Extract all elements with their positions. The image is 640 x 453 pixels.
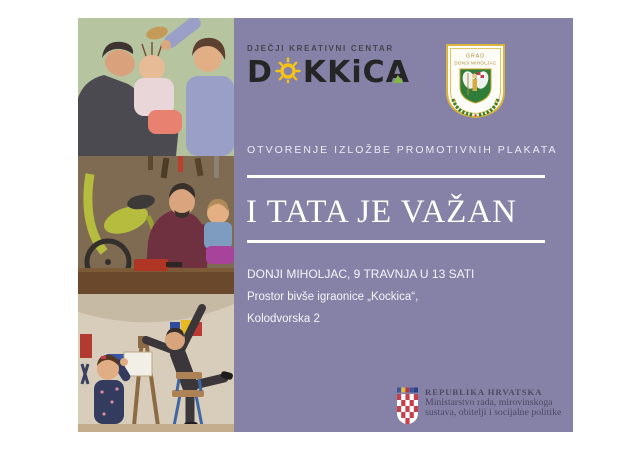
exhibition-subtitle: OTVORENJE IZLOŽBE PROMOTIVNIH PLAKATA <box>247 144 558 156</box>
wordmark-letter-d: D <box>247 55 273 90</box>
poster <box>78 18 573 432</box>
photo-workshop-illustration <box>78 156 234 294</box>
event-venue-line: Prostor bivše igraonice „Kockica“, <box>247 290 419 303</box>
photo-art-studio <box>78 294 234 432</box>
brand-wordmark <box>247 56 410 90</box>
divider-line-top <box>247 175 545 178</box>
event-address-line: Kolodvorska 2 <box>247 313 320 325</box>
dokkica-logo <box>247 44 410 90</box>
photo-father-kissing-baby-illustration <box>78 18 234 156</box>
ministry-name-line-2: sustava, obitelji i socijalne politike <box>425 407 562 419</box>
green-triangle-icon <box>393 75 403 83</box>
donji-miholjac-coat-of-arms-icon <box>443 43 508 119</box>
sun-icon <box>275 56 301 91</box>
city-arms-line2: DONJI MIHOLJAC <box>454 60 497 66</box>
ministry-text <box>425 387 561 419</box>
ministry-country-line: REPUBLIKA HRVATSKA <box>425 387 543 397</box>
wordmark-letters-kkic: KKiC <box>302 55 386 90</box>
croatia-coat-of-arms-icon <box>397 387 418 425</box>
wordmark-letter-a-glyph: A <box>385 55 410 90</box>
poster-content-panel <box>234 18 573 432</box>
photo-strip <box>78 18 234 432</box>
city-arms-line1: GRAD <box>466 53 485 60</box>
event-details <box>247 263 474 331</box>
divider-line-bottom <box>247 240 545 243</box>
brand-tagline: DJEČJI KREATIVNI CENTAR <box>247 44 394 53</box>
poster-title: I TATA JE VAŽAN <box>246 194 517 230</box>
event-date-line: DONJI MIHOLJAC, 9 TRAVNJA U 13 SATI <box>247 267 475 281</box>
photo-art-studio-illustration <box>78 294 234 432</box>
wordmark-letter-a <box>386 56 410 90</box>
photo-father-kissing-baby <box>78 18 234 156</box>
ministry-name-line-1: Ministarstvo rada, mirovinskoga <box>425 396 553 408</box>
photo-workshop <box>78 156 234 294</box>
ministry-footer <box>397 387 561 425</box>
